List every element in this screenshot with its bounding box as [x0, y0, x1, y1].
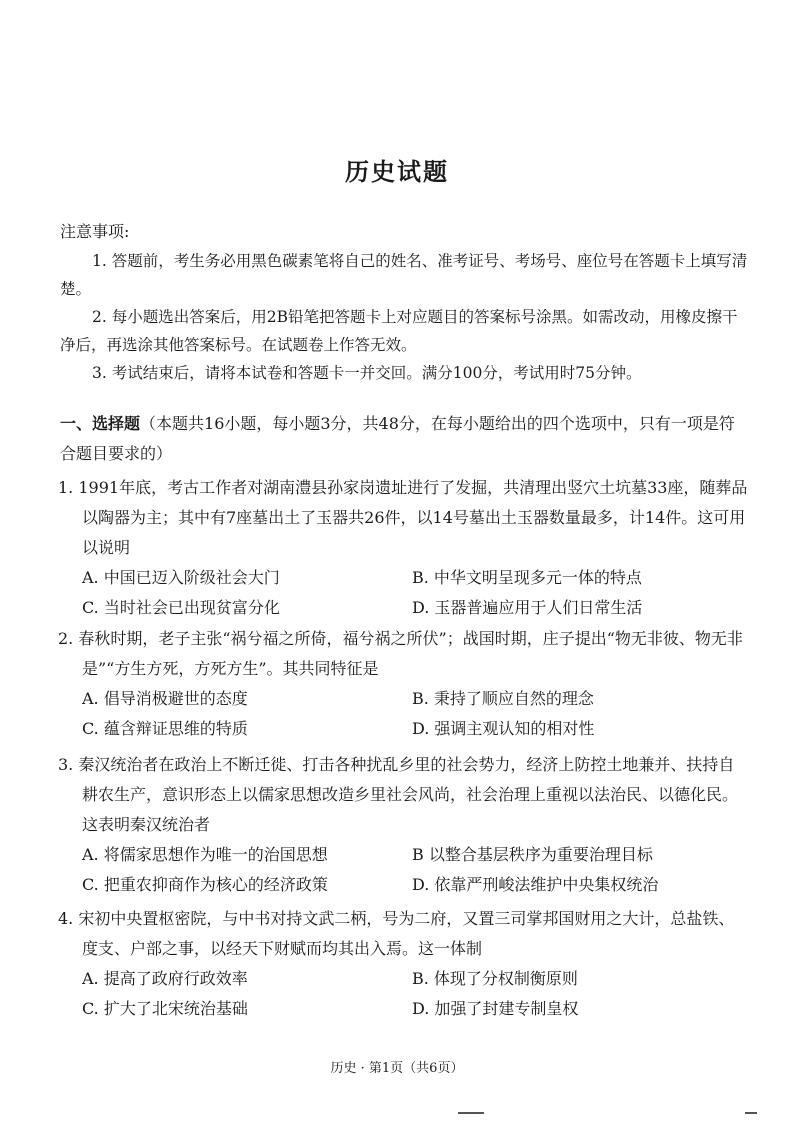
option-b: B. 中华文明呈现多元一体的特点	[412, 568, 642, 587]
question-4	[58, 904, 748, 1024]
notice-item-2	[60, 303, 750, 359]
option-b: B 以整合基层秩序为重要治理目标	[412, 845, 653, 864]
option-c: C. 把重农抑商作为核心的经济政策	[82, 875, 328, 894]
section-description: （本题共16小题，每小题3分，共48分，在每小题给出的四个选项中，只有一项是符合题目要求的）	[60, 414, 735, 463]
option-a: A. 中国已迈入阶级社会大门	[82, 568, 280, 587]
options-row	[58, 563, 748, 593]
scan-mark	[458, 1112, 484, 1114]
notice-text: 2. 每小题选出答案后，用2B铅笔把答题卡上对应题目的答案标号涂黑。如需改动，用橡皮擦干净后，再选涂其他答案标号。在试题卷上作答无效。	[60, 308, 738, 354]
section-label: 一、选择题	[60, 414, 141, 433]
option-a: A. 倡导消极避世的态度	[82, 689, 248, 708]
option-d: D. 玉器普遍应用于人们日常生活	[412, 598, 643, 617]
question-stem: 1. 1991年底，考古工作者对湖南澧县孙家岗遗址进行了发掘，共清理出竖穴土坑墓33座，随葬品以陶器为主；其中有7座墓出土了玉器共26件，以14号墓出土玉器数量最多，计14件。这可用以说明	[58, 478, 748, 557]
options-row	[58, 684, 748, 714]
options-row	[58, 840, 748, 870]
option-d: D. 加强了封建专制皇权	[412, 999, 579, 1018]
page-footer: 历史 · 第1页（共6页）	[330, 1061, 464, 1076]
section-heading	[60, 409, 750, 469]
notice-heading: 注意事项:	[60, 222, 130, 241]
question-1	[58, 473, 748, 623]
question-stem: 4. 宋初中央置枢密院，与中书对持文武二柄，号为二府，又置三司掌邦国财用之大计，总盐铁、度支、户部之事，以经天下财赋而均其出入焉。这一体制	[58, 909, 735, 958]
question-2	[58, 624, 748, 744]
options-row	[58, 964, 748, 994]
option-a: A. 将儒家思想作为唯一的治国思想	[82, 845, 328, 864]
notice-item-3	[60, 359, 750, 387]
options-row	[58, 870, 748, 900]
option-c: C. 扩大了北宋统治基础	[82, 999, 248, 1018]
option-d: D. 强调主观认知的相对性	[412, 719, 595, 738]
question-stem: 2. 春秋时期，老子主张“祸兮福之所倚，福兮祸之所伏”；战国时期，庄子提出“物无非彼、物无非是”“方生方死，方死方生”。其共同特征是	[58, 629, 743, 678]
option-d: D. 依靠严刑峻法维护中央集权统治	[412, 875, 659, 894]
option-c: C. 当时社会已出现贫富分化	[82, 598, 280, 617]
option-b: B. 体现了分权制衡原则	[412, 969, 578, 988]
page-title: 历史试题	[345, 157, 449, 186]
option-c: C. 蕴含辩证思维的特质	[82, 719, 248, 738]
notice-item-1	[60, 247, 750, 303]
notice-text: 1. 答题前，考生务必用黑色碳素笔将自己的姓名、准考证号、考场号、座位号在答题卡上填写清楚。	[60, 252, 748, 298]
option-b: B. 秉持了顺应自然的理念	[412, 689, 594, 708]
scan-mark	[745, 1112, 757, 1114]
options-row	[58, 593, 748, 623]
question-3	[58, 750, 748, 900]
options-row	[58, 714, 748, 744]
question-stem: 3. 秦汉统治者在政治上不断迁徙、打击各种扰乱乡里的社会势力，经济上防控土地兼并、扶持自耕农生产，意识形态上以儒家思想改造乡里社会风尚，社会治理上重视以法治民、以德化民。这表明秦汉统治者	[58, 755, 739, 834]
option-a: A. 提高了政府行政效率	[82, 969, 248, 988]
options-row	[58, 994, 748, 1024]
notice-text: 3. 考试结束后，请将本试卷和答题卡一并交回。满分100分，考试用时75分钟。	[92, 364, 642, 382]
